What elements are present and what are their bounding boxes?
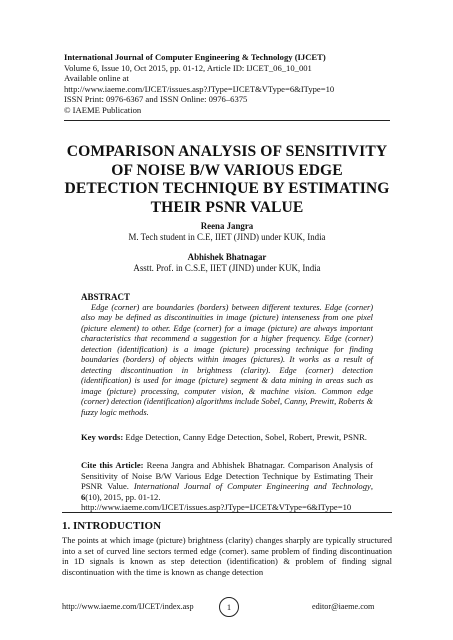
page-number: 1 — [219, 597, 239, 617]
paper-title — [40, 143, 414, 217]
keywords-label: Key words: — [81, 432, 124, 442]
issue-url[interactable]: http://www.iaeme.com/IJCET/issues.asp?JType=IJCET&VType=6&IType=10 — [64, 83, 335, 94]
title-line: THEIR PSNR VALUE — [150, 198, 304, 216]
keywords — [81, 432, 373, 443]
citation — [81, 460, 373, 513]
footer-email[interactable]: editor@iaeme.com — [312, 602, 375, 611]
author-name: Reena Jangra — [200, 221, 254, 231]
author-affiliation: M. Tech student in C.E, IIET (JIND) under KUK, India — [128, 232, 326, 242]
issn-line: ISSN Print: 0976-6367 and ISSN Online: 0976–6375 — [64, 94, 248, 105]
author-affiliation: Asstt. Prof. in C.S.E, IIET (JIND) under KUK, India — [133, 263, 321, 273]
publisher-line: © IAEME Publication — [64, 104, 142, 115]
title-line: COMPARISON ANALYSIS OF SENSITIVITY — [66, 143, 388, 160]
title-line: DETECTION TECHNIQUE BY ESTIMATING — [64, 180, 390, 198]
title-line: OF NOISE B/W VARIOUS EDGE — [111, 161, 343, 179]
section-body: The points at which image (picture) brightness (clarity) changes sharply are typically structured into a set of curved line sectors termed edge (corner). same problem of finding discontinuation in 1D signals is known as step detection (identification) & problem of finding signal discontinuation with the time is known as change detection — [62, 535, 392, 577]
citation-label: Cite this Article: — [81, 460, 144, 470]
author-block — [40, 252, 414, 274]
citation-volume: 6 — [81, 491, 86, 502]
citation-journal: International Journal of Computer Engineering and Technology — [133, 481, 371, 492]
citation-authors-title: Reena Jangra and Abhishek Bhatnagar. Comparison Analysis of Sensitivity of Noise B/W Various Edge Detection Technique by Estimating Their PSNR Value. — [81, 460, 373, 492]
keywords-text: Edge Detection, Canny Edge Detection, Sobel, Robert, Prewit, PSNR. — [125, 432, 367, 442]
author-name: Abhishek Bhatnagar — [187, 252, 267, 262]
author-block — [40, 221, 414, 243]
footer-url[interactable]: http://www.iaeme.com/IJCET/index.asp — [62, 602, 194, 611]
journal-title: International Journal of Computer Engineering & Technology (IJCET) — [64, 52, 326, 62]
section-heading: 1. INTRODUCTION — [62, 520, 162, 532]
journal-header — [64, 52, 394, 116]
header-divider — [64, 120, 390, 121]
abstract-text: Edge (corner) are boundaries (borders) between different textures. Edge (corner) also may be defined as discontinuities in image (picture) intenseness from one pixel (picture element) to other. Edge (corner) for a image (picture) are always important characteristics that recommend a suggestion for a higher frequency. Edge (corner) detection (identification) is a image (picture) processing technique for finding boundaries (borders) of objects within images (pictures). It works as a result of detecting discontinuation in brightness (clarity). Edge (corner) detection (identification) is used for image (picture) segment & data mining in areas such as image (picture) processing, computer vision, & machine vision. Common edge (corner) detection (identification) algorithms include Sobel, Canny, Prewitt, Roberts & fuzzy logic methods. — [81, 303, 373, 417]
volume-line: Volume 6, Issue 10, Oct 2015, pp. 01-12, Article ID: IJCET_06_10_001 — [64, 62, 312, 73]
abstract-heading: ABSTRACT — [81, 292, 131, 302]
citation-url[interactable]: http://www.iaeme.com/IJCET/issues.asp?JType=IJCET&VType=6&IType=10 — [81, 502, 352, 513]
available-online: Available online at — [64, 73, 129, 84]
abstract-divider — [62, 512, 392, 513]
citation-comma: , — [370, 481, 373, 492]
citation-issue-pages: (10), 2015, pp. 01-12. — [85, 491, 161, 502]
